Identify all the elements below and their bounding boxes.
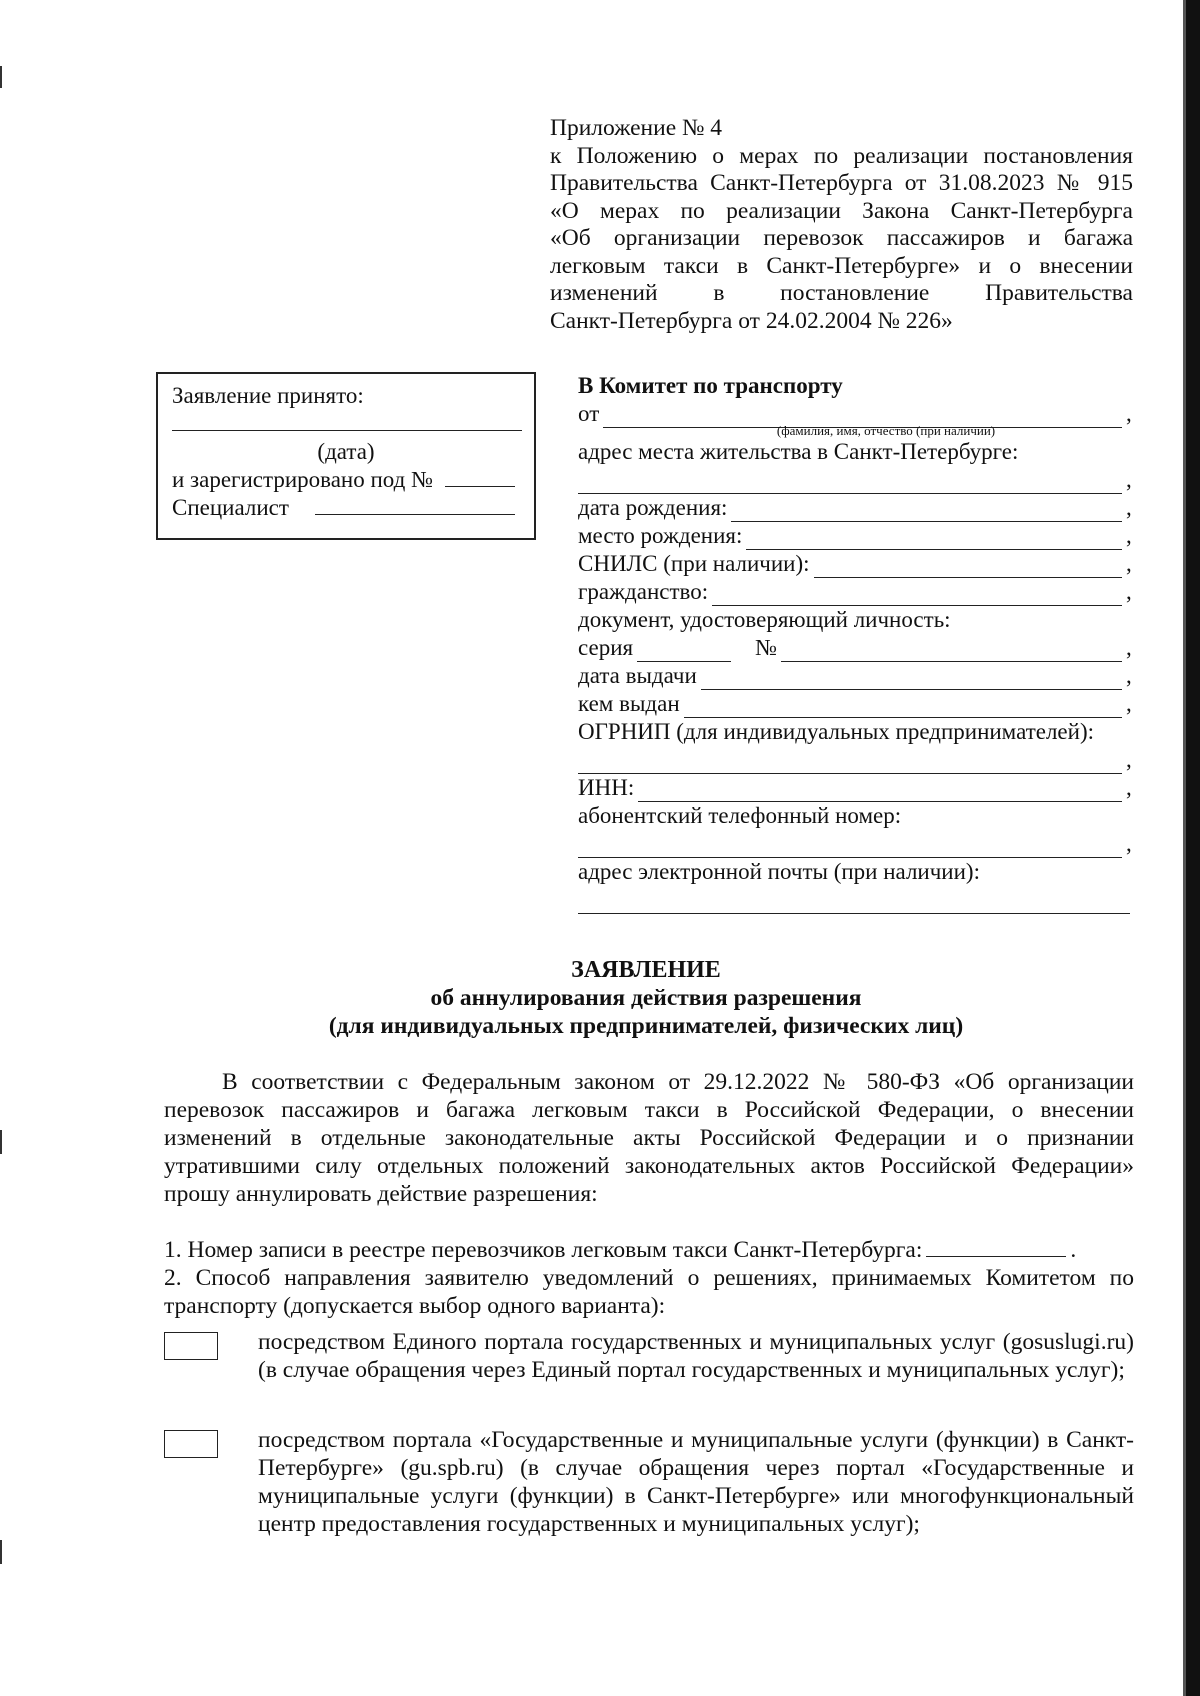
applicant-details: [578, 372, 1134, 914]
scan-mark: [0, 1130, 2, 1154]
option-gu-spb: [164, 1426, 1134, 1574]
scan-edge: [1186, 0, 1200, 1696]
issued-by-label: кем выдан: [578, 691, 680, 716]
comma: ,: [1126, 635, 1132, 660]
address-row: [578, 466, 1134, 494]
series-field[interactable]: [637, 641, 731, 662]
snils-row: [578, 550, 1134, 578]
stamp-specialist-label: Специалист: [172, 495, 289, 520]
email-field[interactable]: [578, 893, 1130, 914]
stamp-registered-label: и зарегистрировано под №: [172, 467, 434, 492]
notification-method-item: 2. Способ направления заявителю уведомлений о решениях, принимаемых Комитетом по транспорту (допускается выбор одного варианта):: [164, 1265, 1134, 1319]
comma: ,: [1126, 523, 1132, 548]
annex-basis-line: Санкт-Петербурга от 24.02.2004 № 226»: [550, 307, 953, 334]
title-line-3: (для индивидуальных предпринимателей, физических лиц): [328, 1013, 964, 1039]
issue-date-row: [578, 662, 1134, 690]
option-gosuslugi-text: посредством Единого портала государственных и муниципальных услуг (gosuslugi.ru) (в случае обращения через Единый портал государственных и муниципальных услуг);: [258, 1329, 1134, 1383]
comma: ,: [1126, 495, 1132, 520]
phone-field[interactable]: [578, 837, 1122, 858]
series-number-row: [578, 634, 1134, 662]
id-document-label: документ, удостоверяющий личность:: [578, 607, 951, 632]
birth-date-label: дата рождения:: [578, 495, 728, 520]
address-field[interactable]: [578, 473, 1122, 494]
citizenship-field[interactable]: [712, 585, 1122, 606]
issue-date-label: дата выдачи: [578, 663, 697, 688]
option-gosuslugi: [164, 1328, 1134, 1414]
option-gu-spb-text: посредством портала «Государственные и муниципальные услуги (функции) в Санкт-Петербурге» (gu.spb.ru) (в случае обращения через портал «Государственные и муниципальные услуги (функции) в Санкт-Петербурге» или многофункциональный центр предоставления государственных и муниципальных услуг);: [258, 1427, 1134, 1537]
stamp-specialist-field[interactable]: [315, 494, 515, 515]
inn-label: ИНН:: [578, 775, 635, 800]
from-label: от: [578, 401, 600, 426]
issued-by-field[interactable]: [684, 697, 1122, 718]
citizenship-label: гражданство:: [578, 579, 709, 604]
scan-mark: [0, 66, 2, 88]
number-label: №: [755, 635, 778, 660]
birth-place-field[interactable]: [746, 529, 1122, 550]
recipient-heading: В Комитет по транспорту: [578, 373, 843, 398]
comma: ,: [1126, 551, 1132, 576]
annex-basis-line: к Положению о мерах по реализации постановления: [550, 142, 1133, 169]
address-label: адрес места жительства в Санкт-Петербурге:: [578, 439, 1019, 464]
birth-place-label: место рождения:: [578, 523, 743, 548]
issued-by-row: [578, 690, 1134, 718]
comma: ,: [1126, 467, 1132, 492]
annex-reference: [550, 115, 1133, 335]
registration-stamp-box: [156, 372, 536, 540]
citizenship-row: [578, 578, 1134, 606]
annex-basis-line: легковым такси в Санкт-Петербурге» и о внесении: [550, 252, 1133, 279]
option-gu-spb-checkbox[interactable]: [164, 1430, 218, 1458]
option-gosuslugi-checkbox[interactable]: [164, 1332, 218, 1360]
request-paragraph: В соответствии с Федеральным законом от 29.12.2022 № 580-ФЗ «Об организации перевозок пассажиров и багажа легковым такси в Российской Федерации, о внесении изменений в отдельные законодательные акты Российской Федерации и о признании утратившими силу отдельных положений законодательных актов Российской Федерации» прошу аннулировать действие разрешения:: [164, 1069, 1134, 1207]
comma: ,: [1126, 663, 1132, 688]
comma: ,: [1126, 831, 1132, 856]
issue-date-field[interactable]: [701, 669, 1122, 690]
annex-basis-line: изменений в постановление Правительства: [550, 280, 1133, 306]
registry-number-item: [164, 1236, 1134, 1264]
comma: ,: [1126, 691, 1132, 716]
birth-place-row: [578, 522, 1134, 550]
inn-field[interactable]: [638, 781, 1122, 802]
email-label: адрес электронной почты (при наличии):: [578, 859, 980, 884]
comma: ,: [1126, 747, 1132, 772]
annex-basis-line: Правительства Санкт-Петербурга от 31.08.2023 № 915: [550, 170, 1133, 196]
snils-label: СНИЛС (при наличии):: [578, 551, 810, 576]
registry-number-label: 1. Номер записи в реестре перевозчиков легковым такси Санкт-Петербурга:: [164, 1237, 923, 1263]
title-line-1: ЗАЯВЛЕНИЕ: [571, 957, 721, 983]
ogrnip-field[interactable]: [578, 753, 1122, 774]
stamp-accepted-label: Заявление принято:: [172, 383, 364, 408]
scan-mark: [0, 1540, 2, 1564]
numbered-items: [164, 1236, 1134, 1320]
comma: ,: [1126, 401, 1132, 426]
stamp-date-line: [172, 410, 520, 438]
registry-number-end: .: [1070, 1237, 1077, 1263]
stamp-date-hint: (дата): [317, 439, 375, 464]
snils-field[interactable]: [814, 557, 1122, 578]
birth-date-row: [578, 494, 1134, 522]
annex-title: Приложение № 4: [550, 115, 723, 141]
email-row: [578, 886, 1134, 914]
title-line-2: об аннулирования действия разрешения: [430, 985, 862, 1011]
ogrnip-row: [578, 746, 1134, 774]
number-field[interactable]: [781, 641, 1122, 662]
registry-number-field[interactable]: [926, 1236, 1066, 1257]
annex-basis-line: «О мерах по реализации Закона Санкт-Петербурга: [550, 197, 1133, 224]
comma: ,: [1126, 775, 1132, 800]
stamp-registered-row: [172, 466, 520, 494]
ogrnip-label: ОГРНИП (для индивидуальных предпринимателей):: [578, 719, 1094, 744]
inn-row: [578, 774, 1134, 802]
phone-label: абонентский телефонный номер:: [578, 803, 902, 828]
full-name-hint: (фамилия, имя, отчество (при наличии): [776, 423, 996, 438]
birth-date-field[interactable]: [731, 501, 1122, 522]
annex-basis-line: «Об организации перевозок пассажиров и багажа: [550, 225, 1133, 251]
stamp-specialist-row: [172, 494, 520, 522]
stamp-date-field[interactable]: [172, 410, 522, 431]
stamp-registration-number-field[interactable]: [445, 466, 515, 487]
series-label: серия: [578, 635, 634, 660]
phone-row: [578, 830, 1134, 858]
comma: ,: [1126, 579, 1132, 604]
document-title: [156, 956, 1136, 1040]
